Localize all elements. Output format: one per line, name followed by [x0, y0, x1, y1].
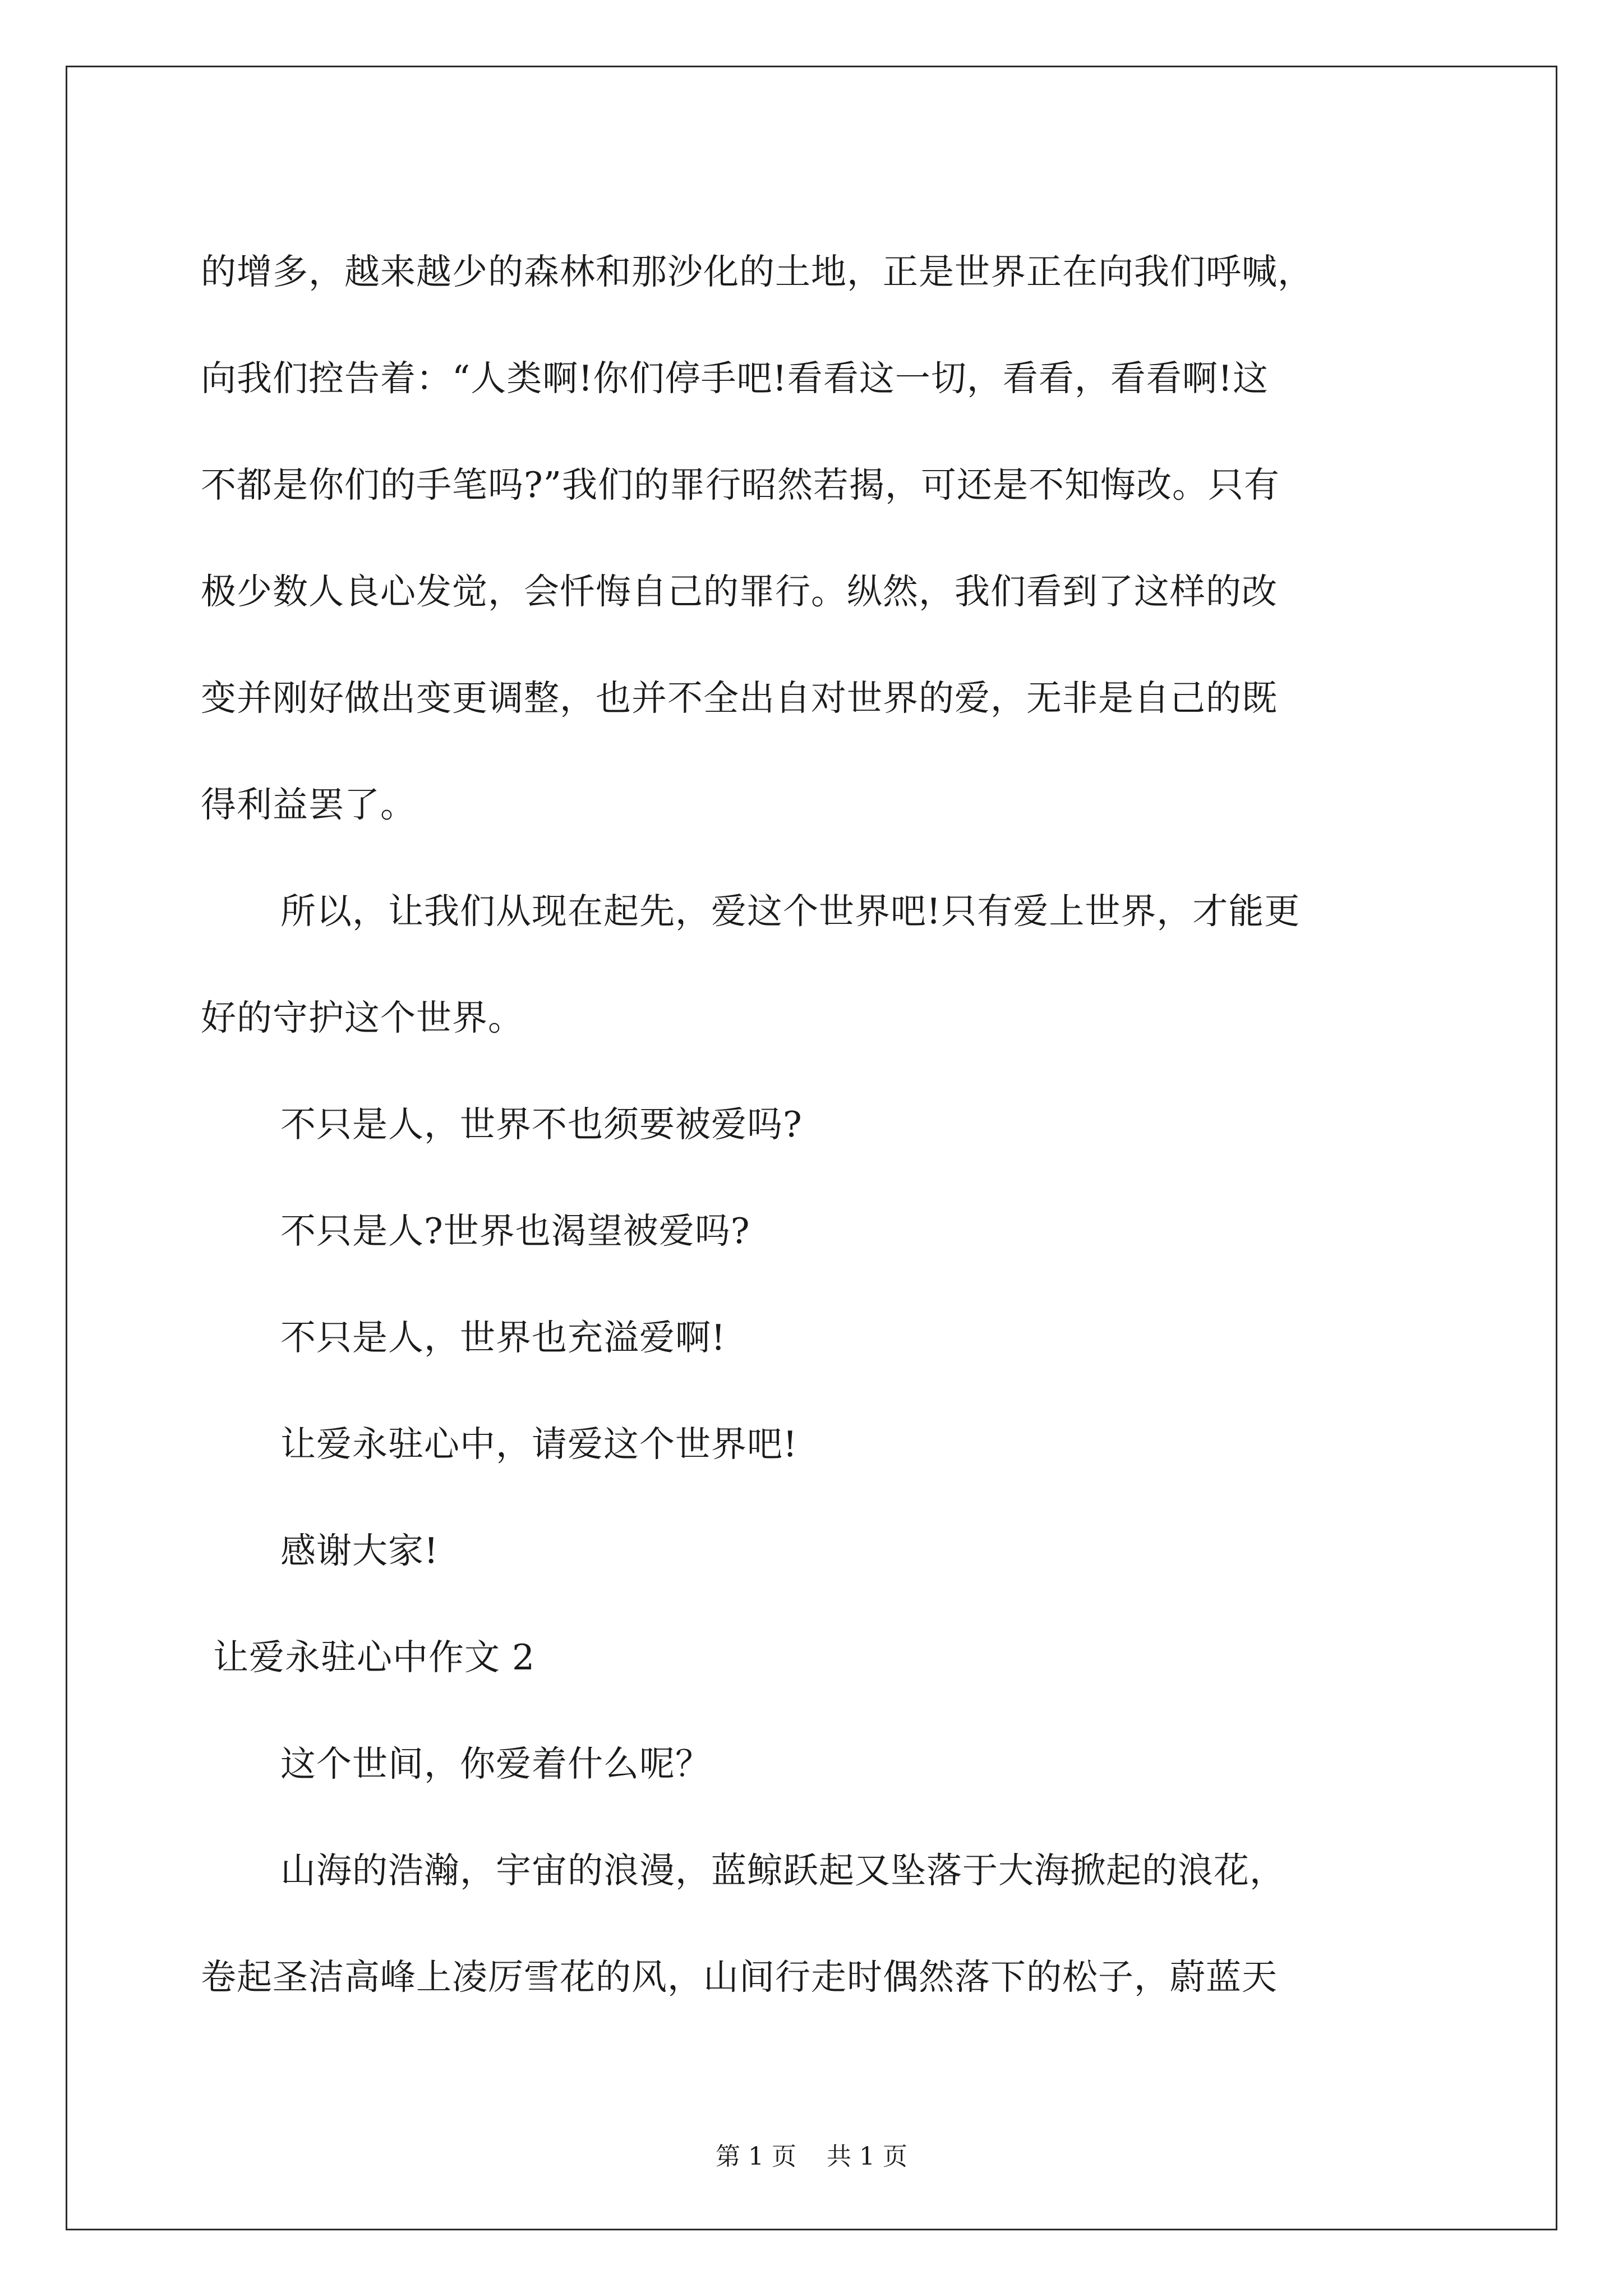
paragraph-line: 感谢大家!: [280, 1530, 439, 1571]
text-line: 变并刚好做出变更调整，也并不全出自对世界的爱，无非是自己的既: [201, 678, 1278, 719]
page-footer: [0, 2136, 1623, 2172]
text-line: 得利益罢了。: [201, 784, 416, 825]
paragraph-line: 这个世间，你爱着什么呢？: [280, 1743, 711, 1784]
text-line: 卷起圣洁高峰上凌厉雪花的风，山间行走时偶然落下的松子，蔚蓝天: [201, 1957, 1278, 1998]
paragraph-line: 不只是人，世界不也须要被爱吗?: [280, 1104, 803, 1145]
paragraph-line: 让爱永驻心中，请爱这个世界吧!: [280, 1424, 798, 1465]
paragraph-start-line: 山海的浩瀚，宇宙的浪漫，蓝鲸跃起又坠落于大海掀起的浪花，: [280, 1850, 1285, 1891]
page-number: 第 1 页: [716, 2142, 796, 2171]
document-body: [201, 219, 1457, 2031]
text-line: 的增多，越来越少的森林和那沙化的土地，正是世界正在向我们呼喊，: [201, 251, 1313, 292]
text-line: 向我们控告着：“人类啊!你们停手吧!看看这一切，看看，看看啊!这: [201, 358, 1269, 399]
paragraph-line: 不只是人?世界也渴望被爱吗?: [280, 1211, 750, 1251]
text-line: 好的守护这个世界。: [201, 997, 524, 1038]
paragraph-line: 不只是人，世界也充溢爱啊!: [280, 1317, 726, 1358]
section-heading: 让爱永驻心中作文 2: [213, 1637, 536, 1678]
paragraph-start-line: 所以，让我们从现在起先，爱这个世界吧!只有爱上世界，才能更: [280, 891, 1301, 932]
page-total: 共 1 页: [827, 2142, 907, 2171]
text-line: 不都是你们的手笔吗?”我们的罪行昭然若揭，可还是不知悔改。只有: [201, 464, 1280, 505]
text-line: 极少数人良心发觉，会忏悔自己的罪行。纵然，我们看到了这样的改: [201, 571, 1278, 612]
